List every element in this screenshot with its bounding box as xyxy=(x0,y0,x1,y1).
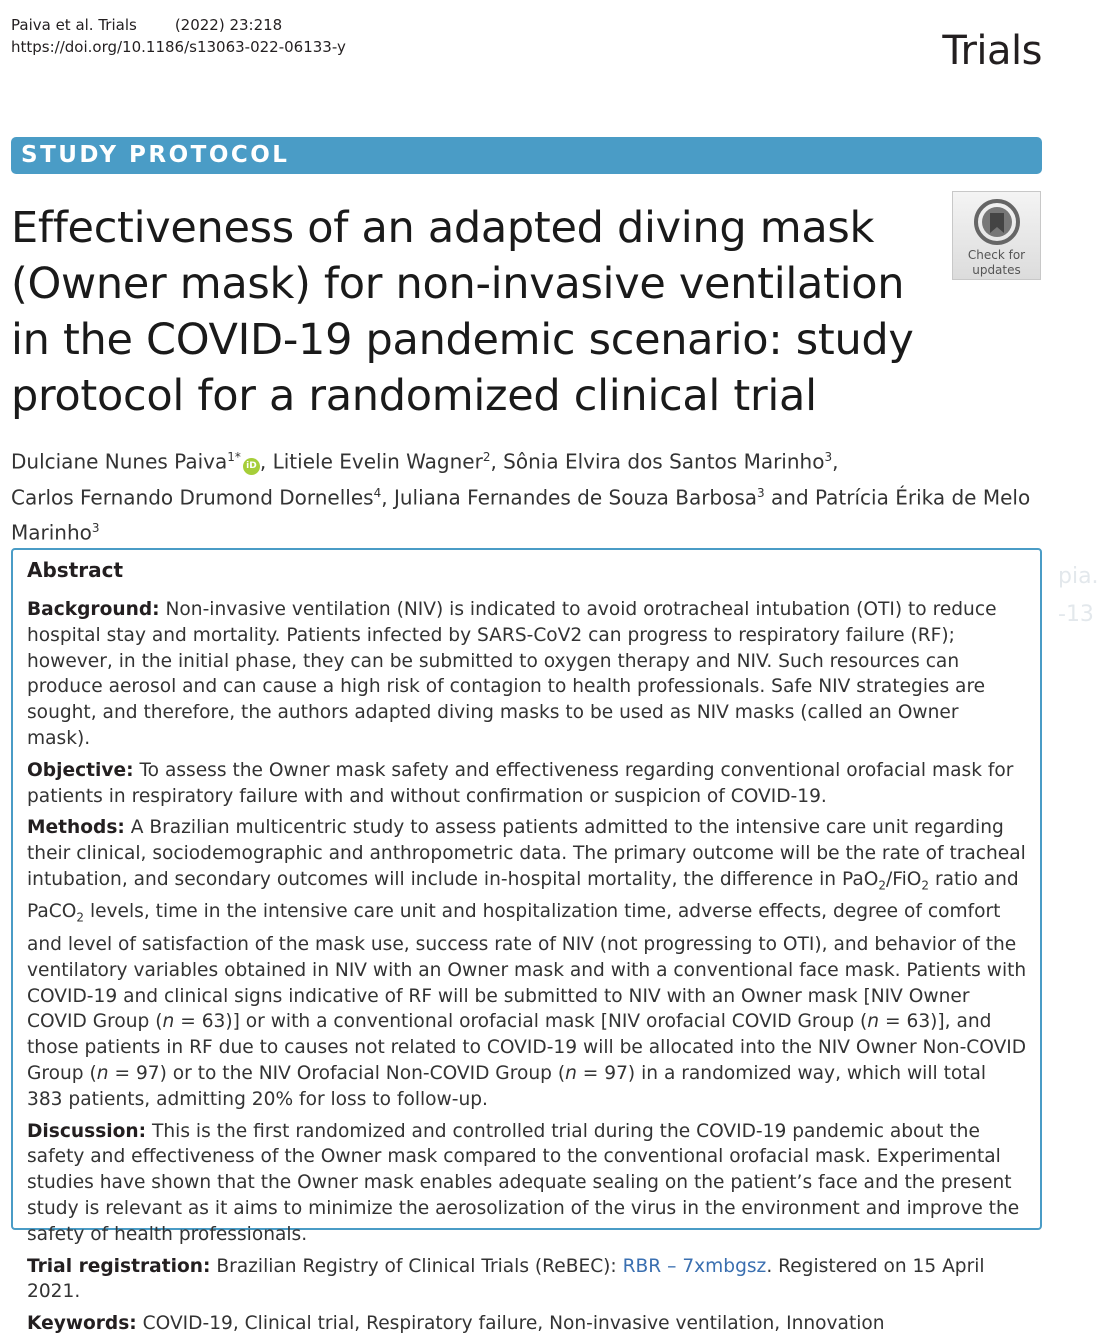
background-page-text xyxy=(1058,558,1099,634)
author-affiliation: 3 xyxy=(757,485,765,500)
section-text: = 63)], and those patients in RF due to causes not related to COVID-19 will be allocated into the NIV Owner Non-COVID Group ( xyxy=(27,1011,1027,1084)
abstract-body xyxy=(27,597,1027,1343)
author-affiliation: 2 xyxy=(482,450,491,464)
abstract-registration xyxy=(27,1254,1027,1306)
abstract-methods xyxy=(27,815,1027,1112)
section-text: = 97) in a randomized way, which will total 383 patients, admitting 20% for loss to follow-up. xyxy=(27,1062,987,1110)
author-affiliation: 4 xyxy=(373,485,382,500)
citation-authors: Paiva et al. Trials xyxy=(11,16,137,34)
author-list xyxy=(11,442,1081,549)
ghost-line: -13 xyxy=(1058,602,1094,627)
section-label: Trial registration: xyxy=(27,1255,211,1277)
section-label: Discussion: xyxy=(27,1120,147,1142)
author-name[interactable]: Dulciane Nunes Paiva xyxy=(11,449,228,474)
author-name[interactable]: Litiele Evelin Wagner xyxy=(272,449,483,474)
n-symbol: n xyxy=(96,1062,109,1084)
banner-label: STUDY PROTOCOL xyxy=(21,142,290,168)
section-label: Keywords: xyxy=(27,1313,137,1335)
section-text: A Brazilian multicentric study to assess patients admitted to the intensive care unit regarding their clinical, sociodemographic and anthropometric data. The primary outcome will be the rate of tracheal intubation, and secondary outcomes will include in-hospital mortality, the difference in PaO xyxy=(27,817,1026,890)
article-title: Effectiveness of an adapted diving mask (Owner mask) for non-invasive ventilation in the COVID-19 pandemic scenario: study protocol for a randomized clinical trial xyxy=(11,203,914,421)
abstract-keywords xyxy=(27,1311,1027,1337)
check-updates-line2: updates xyxy=(972,263,1021,277)
subscript: 2 xyxy=(76,911,85,926)
separator: , xyxy=(259,449,273,474)
author-name[interactable]: Patrícia Érika de Melo Marinho xyxy=(11,485,1031,545)
author-affiliation: 1* xyxy=(227,450,241,464)
section-text: = 97) or to the NIV Orofacial Non-COVID Group ( xyxy=(108,1062,566,1084)
abstract-discussion xyxy=(27,1119,1027,1248)
registration-link[interactable]: RBR – 7xmbgsz xyxy=(622,1255,767,1277)
section-text: Non-invasive ventilation (NIV) is indicated to avoid orotracheal intubation (OTI) to reduce hospital stay and mortality. Patients infected by SARS-CoV2 can progress to respiratory failure (RF); however, in the initial phase, they can be submitted to oxygen therapy and NIV. Such resources can produce aerosol and can cause a high risk of contagion to health professionals. Safe NIV strategies are sought, and therefore, the authors adapted diving masks to be used as NIV masks (called an Owner mask). xyxy=(27,599,997,749)
bookmark-icon xyxy=(973,198,1021,246)
abstract-background xyxy=(27,597,1027,752)
doi-link[interactable]: https://doi.org/10.1186/s13063-022-06133-y xyxy=(11,38,346,56)
section-text: This is the first randomized and controlled trial during the COVID-19 pandemic about the safety and effectiveness of the Owner mask compared to the conventional orofacial mask. Experimental studies have shown that the Owner mask enables adequate sealing on the patient’s face and the present study is relevant as it aims to minimize the aerosolization of the virus in the environment and improve the safety of health professionals. xyxy=(27,1120,1020,1245)
author-affiliation: 3 xyxy=(91,521,100,536)
section-label: Objective: xyxy=(27,759,134,781)
abstract-box xyxy=(11,548,1042,1335)
section-text: . Registered on 15 April 2021. xyxy=(27,1255,985,1303)
author-affiliation: 3 xyxy=(824,450,833,464)
citation-year: (2022) 23:218 xyxy=(174,16,283,34)
keywords-text: COVID-19, Clinical trial, Respiratory failure, Non-invasive ventilation, Innovation xyxy=(142,1313,885,1335)
article-meta xyxy=(11,14,346,58)
subscript: 2 xyxy=(921,878,930,893)
abstract-heading: Abstract xyxy=(27,558,124,582)
section-text: ratio and PaCO xyxy=(27,868,1019,923)
journal-name: Trials xyxy=(942,28,1042,74)
n-symbol: n xyxy=(162,1011,175,1033)
separator: , xyxy=(490,449,504,474)
check-updates-line1: Check for xyxy=(967,248,1026,262)
subscript: 2 xyxy=(878,878,886,893)
author-name[interactable]: Carlos Fernando Drumond Dornelles xyxy=(11,485,374,510)
separator: and xyxy=(764,485,816,510)
section-text: = 63)] or with a conventional orofacial mask [NIV orofacial COVID Group ( xyxy=(174,1011,868,1033)
abstract-objective xyxy=(27,758,1027,810)
separator: , xyxy=(832,449,839,474)
section-label: Methods: xyxy=(27,817,125,839)
section-text: levels, time in the intensive care unit and hospitalization time, adverse effects, degree of comfort and level of satisfaction of the mask use, success rate of NIV (not progressing to OTI), and behavior of the ventilatory variables obtained in NIV with an Owner mask and with a conventional face mask. Patients with COVID-19 and clinical signs indicative of RF will be submitted to NIV with an Owner mask [NIV Owner COVID Group ( xyxy=(27,901,1027,1033)
section-text: To assess the Owner mask safety and effectiveness regarding conventional orofacial mask for patients in respiratory failure with and without confirmation or suspicion of COVID-19. xyxy=(27,759,1014,807)
n-symbol: n xyxy=(565,1062,577,1084)
n-symbol: n xyxy=(867,1011,880,1033)
citation-line xyxy=(11,14,346,36)
author-name[interactable]: Sônia Elvira dos Santos Marinho xyxy=(503,449,825,474)
section-text: Brazilian Registry of Clinical Trials (ReBEC): xyxy=(216,1255,623,1277)
ghost-line: pia. xyxy=(1058,564,1099,589)
separator: , xyxy=(381,485,394,510)
section-label: Background: xyxy=(27,599,160,620)
section-text: /FiO xyxy=(886,868,922,890)
orcid-icon[interactable]: iD xyxy=(243,458,260,475)
check-for-updates-button[interactable] xyxy=(952,191,1041,280)
study-protocol-banner xyxy=(11,137,1042,174)
author-name[interactable]: Juliana Fernandes de Souza Barbosa xyxy=(393,485,758,510)
